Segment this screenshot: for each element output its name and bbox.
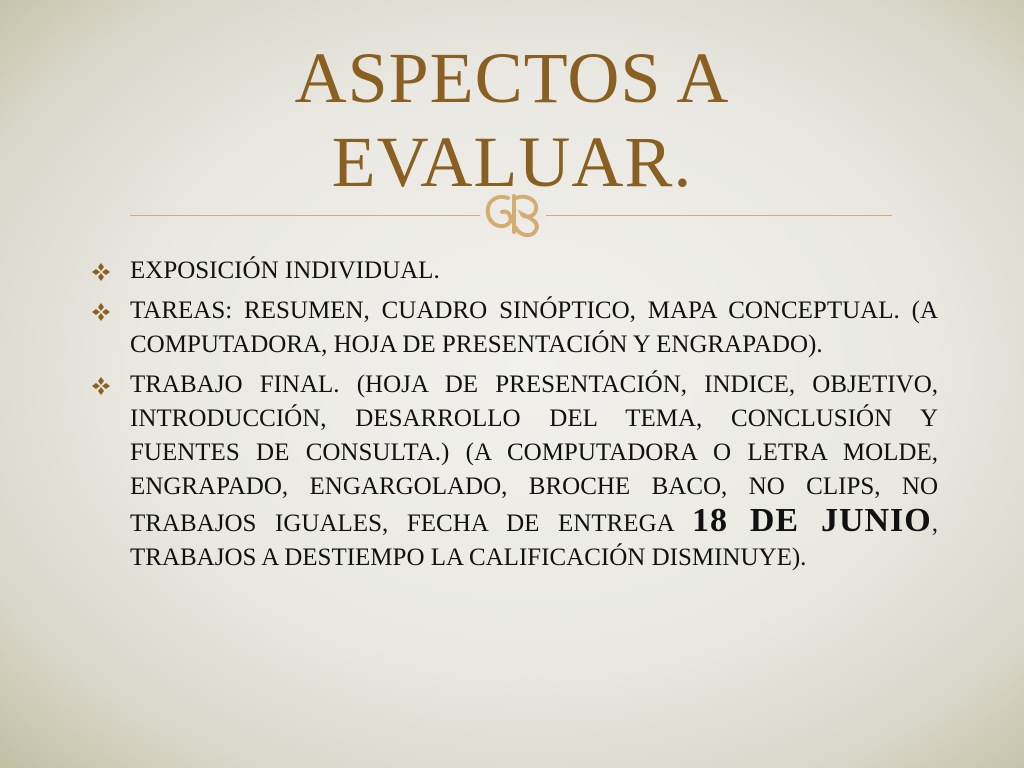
title-line-1: ASPECTOS A [294, 38, 730, 118]
four-diamond-bullet-icon [92, 254, 130, 288]
bullet-text-part-2: , TRABAJOS A DESTIEMPO LA CALIFICACIÓN DISMINUYE). [130, 510, 938, 571]
bullet-item [92, 368, 938, 575]
title-line-2: EVALUAR. [331, 122, 693, 202]
four-diamond-bullet-icon [92, 294, 130, 328]
bullet-text [130, 368, 938, 575]
bullet-item [92, 254, 938, 288]
four-diamond-bullet-icon [92, 368, 130, 402]
slide-title [130, 36, 894, 204]
bullet-list [92, 254, 938, 581]
scroll-ornament-icon [478, 188, 548, 240]
bullet-text: TAREAS: RESUMEN, CUADRO SINÓPTICO, MAPA CONCEPTUAL. (A COMPUTADORA, HOJA DE PRESENTACIÓN Y ENGRAPADO). [130, 297, 938, 358]
bullet-item [92, 294, 938, 362]
due-date-emphasis: 18 DE JUNIO [691, 502, 932, 539]
bullet-text: EXPOSICIÓN INDIVIDUAL. [130, 257, 440, 284]
bullet-text-part-1: TRABAJO FINAL. (HOJA DE PRESENTACIÓN, INDICE, OBJETIVO, INTRODUCCIÓN, DESARROLLO DEL TEMA, CONCLUSIÓN Y FUENTES DE CONSULTA.) (A COMPUTADORA O LETRA MOLDE, ENGRAPADO, ENGARGOLADO, BROCHE BACO, NO CLIPS, NO TRABAJOS IGUALES, FECHA DE ENTREGA [130, 371, 938, 537]
